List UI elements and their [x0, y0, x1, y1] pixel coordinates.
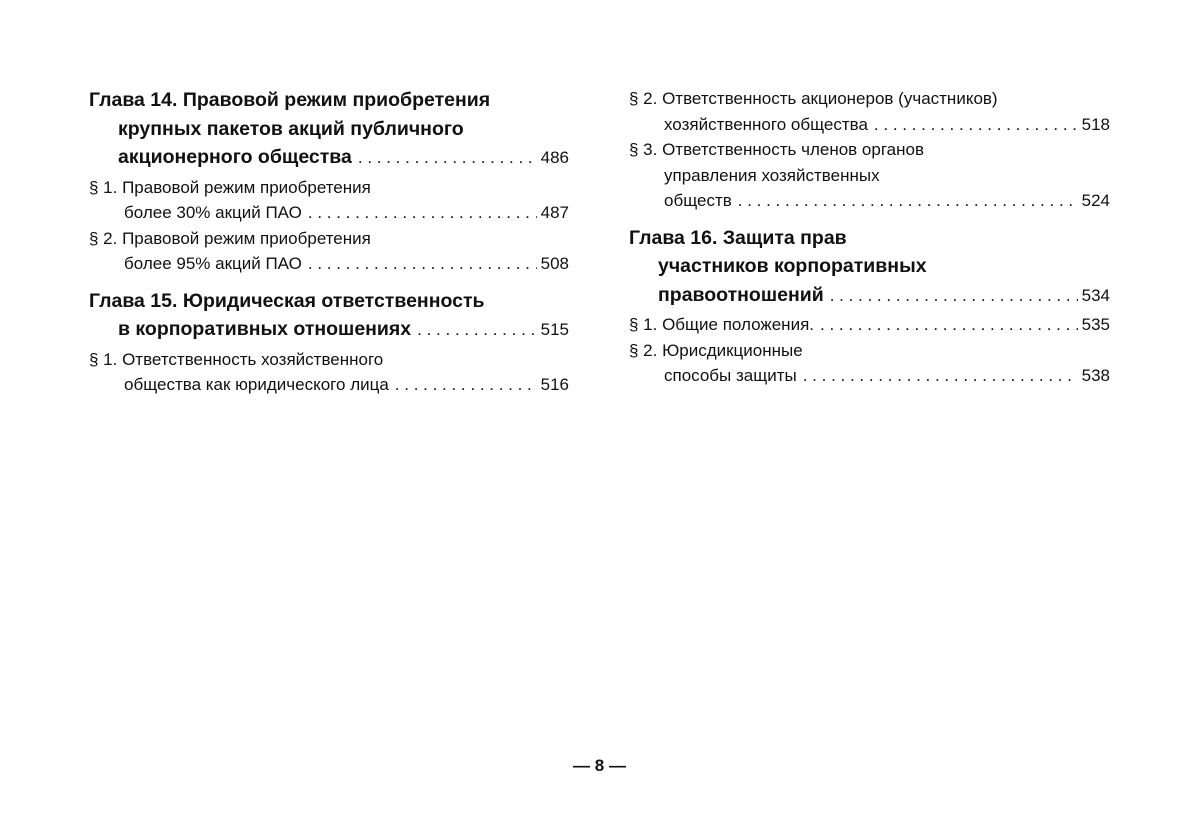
section-title-last-line	[629, 312, 1110, 338]
page-number: 508	[540, 254, 569, 273]
chapter-title-last-line	[629, 281, 1110, 311]
dot-leader	[308, 251, 537, 277]
section-title-line: способы защиты	[664, 366, 797, 385]
section-title-line: более 30% акций ПАО	[124, 203, 302, 222]
page-number: 534	[1081, 285, 1110, 305]
dot-leader	[738, 188, 1078, 214]
chapter-title-line: Глава 15. Юридическая ответственность	[89, 289, 485, 312]
section-title-last-line	[89, 200, 569, 226]
dot-leader	[803, 363, 1078, 389]
toc-chapter-15[interactable]	[89, 287, 569, 345]
section-title-line: § 2. Юрисдикционные	[629, 340, 803, 360]
section-title-line: § 1. Общие положения.	[629, 315, 814, 334]
chapter-title-line: участников корпоративных	[658, 255, 927, 277]
page-number: 487	[540, 203, 569, 222]
dot-leader	[358, 144, 537, 173]
toc-left-column	[89, 86, 569, 398]
page-number: 538	[1081, 366, 1110, 385]
section-title-line: § 1. Правовой режим приобретения	[89, 177, 371, 197]
section-title-last-line	[629, 188, 1110, 214]
page-number: 516	[540, 375, 569, 394]
dot-leader	[874, 112, 1078, 138]
page-number-footer: — 8 —	[573, 756, 626, 775]
section-title-line: управления хозяйственных	[664, 165, 880, 185]
dot-leader	[820, 312, 1078, 338]
toc-section-15-2[interactable]	[629, 86, 1110, 137]
section-title-line: общества как юридического лица	[124, 375, 389, 394]
section-title-line: более 95% акций ПАО	[124, 254, 302, 273]
chapter-title-line: Глава 14. Правовой режим приобретения	[89, 89, 491, 111]
toc-section-14-1[interactable]	[89, 175, 569, 226]
section-title-line: хозяйственного общества	[664, 114, 868, 134]
section-title-line: § 3. Ответственность членов органов	[629, 140, 924, 159]
section-title-line: обществ	[664, 191, 732, 210]
page-number: 486	[540, 148, 569, 167]
toc-chapter-16[interactable]	[629, 224, 1110, 311]
section-title-line: § 2. Ответственность акционеров (участников)	[629, 89, 998, 108]
page-number: 524	[1081, 191, 1110, 210]
toc-section-14-2[interactable]	[89, 226, 569, 277]
section-title-last-line	[89, 372, 569, 398]
toc-section-16-2[interactable]	[629, 338, 1110, 389]
toc-section-15-3[interactable]	[629, 137, 1110, 214]
toc-chapter-14[interactable]	[89, 86, 569, 173]
section-title-last-line	[629, 363, 1110, 389]
dot-leader	[395, 372, 537, 398]
section-title-line: § 1. Ответственность хозяйственного	[89, 349, 384, 369]
chapter-title-line: крупных пакетов акций публичного	[118, 117, 464, 140]
chapter-title-line: в корпоративных отношениях	[118, 318, 412, 340]
chapter-title-line: акционерного общества	[118, 146, 352, 168]
page-number: 535	[1081, 315, 1110, 334]
chapter-title-last-line	[89, 315, 569, 345]
page-number: 518	[1081, 114, 1110, 134]
chapter-title-line: Глава 16. Защита прав	[629, 226, 847, 249]
page-number: 515	[540, 320, 569, 339]
chapter-title-line: правоотношений	[658, 283, 824, 306]
section-title-last-line	[89, 251, 569, 277]
toc-section-16-1[interactable]	[629, 312, 1110, 338]
toc-right-column	[629, 86, 1110, 389]
toc-section-15-1[interactable]	[89, 347, 569, 398]
dot-leader	[308, 200, 537, 226]
chapter-title-last-line	[89, 143, 569, 173]
dot-leader	[830, 282, 1078, 311]
section-title-line: § 2. Правовой режим приобретения	[89, 228, 371, 248]
section-title-last-line	[629, 112, 1110, 138]
dot-leader	[417, 316, 536, 345]
